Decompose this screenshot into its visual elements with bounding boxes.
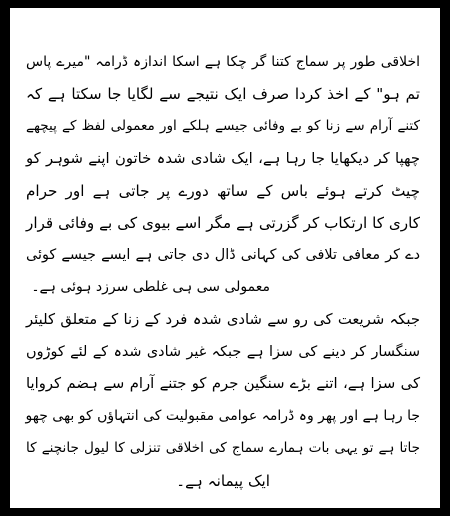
text-line: دے کر معافی تلافی کی کہانی ڈال دی جاتی ہے ایسے جیسے کوئی: [26, 247, 420, 264]
text-line: کی سزا ہے، اتنے بڑے سنگین جرم کو جتنے آرام سے ہضم کروایا: [26, 375, 420, 393]
text-line: چھپا کر دیکھایا جا رہا ہے، ایک شادی شدہ خاتون اپنے شوہر کو: [26, 149, 420, 167]
text-line: معمولی سی ہی غلطی سرزد ہوئی ہے۔: [31, 279, 270, 296]
text-line: تم ہو" کے اخذ کردا صرف ایک نتیجے سے لگایا جا سکتا ہے کہ: [26, 85, 420, 104]
paragraph-1: [26, 46, 420, 304]
text-line: چیٹ کرتے ہوئے باس کے ساتھ دورے پر جاتی ہے اور حرام: [26, 181, 420, 200]
text-line: ایک پیمانہ ہے۔: [176, 471, 270, 490]
text-line: کتنے آرام سے زنا کو بے وفائی جیسے ہلکے اور معمولی لفظ کے پیچھے: [26, 118, 420, 135]
text-line: جاتا ہے تو یہی بات ہمارے سماج کی اخلاقی تنزلی کا لیول جانچنے کا: [26, 440, 420, 457]
text-line: کاری کا ارتکاب کر گزرتی ہے مگر اسے بیوی کی بے وفائی قرار: [26, 214, 420, 233]
paragraph-2: [26, 304, 420, 497]
document-page: [10, 8, 440, 508]
text-line: سنگسار کر دینے کی سزا ہے جبکہ غیر شادی شدہ کے لئے کوڑوں: [26, 343, 420, 360]
text-line: اخلاقی طور پر سماج کتنا گر چکا ہے اسکا اندازہ ڈرامہ "میرے پاس: [26, 54, 420, 70]
text-line: جا رہا ہے اور پھر وہ ڈرامہ عوامی مقبولیت کی انتہاؤں کو بھی چھو: [25, 408, 420, 425]
text-line: جبکہ شریعت کی رو سے شادی شدہ فرد کے زنا کے متعلق کلیئر: [26, 310, 420, 328]
